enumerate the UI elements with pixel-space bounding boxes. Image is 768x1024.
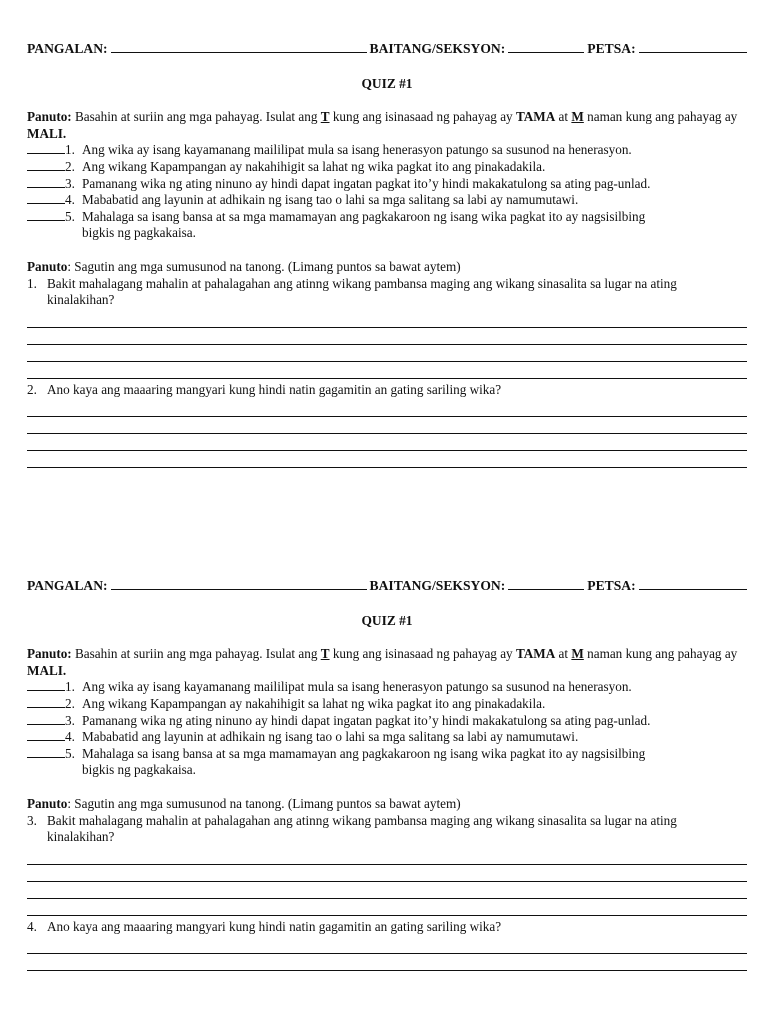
item-statement-continued: bigkis ng pagkakaisa. bbox=[82, 225, 196, 241]
answer-blank[interactable] bbox=[27, 192, 65, 204]
item-statement: Pamanang wika ng ating ninuno ay hindi dapat ingatan pagkat ito’y hindi makakatulong sa ating pag-unlad. bbox=[82, 175, 651, 191]
tama-word: TAMA bbox=[515, 109, 556, 125]
answer-line[interactable] bbox=[27, 328, 747, 345]
item-statement: Mababatid ang layunin at adhikain ng isang tao o lahi sa mga salitang sa labi ay namumutawi. bbox=[82, 192, 579, 208]
answer-line[interactable] bbox=[27, 434, 747, 451]
item-statement: Mababatid ang layunin at adhikain ng isang tao o lahi sa mga salitang sa labi ay namumutawi. bbox=[82, 729, 579, 745]
item-statement: Ang wika ay isang kayamanang maililipat mula sa isang henerasyon patungo sa susunod na henerasyon. bbox=[82, 142, 632, 158]
essay-question bbox=[27, 919, 747, 936]
true-false-item bbox=[27, 142, 747, 159]
date-label: PETSA: bbox=[587, 578, 636, 593]
question-text: Ano kaya ang maaaring mangyari kung hindi natin gagamitin an gating sariling wika? bbox=[47, 381, 502, 397]
answer-lines[interactable] bbox=[27, 311, 747, 379]
answer-line[interactable] bbox=[27, 345, 747, 362]
item-number: 1. bbox=[65, 142, 75, 158]
student-header bbox=[27, 578, 747, 595]
instructions-true-false bbox=[27, 646, 747, 679]
answer-lines[interactable] bbox=[27, 400, 747, 468]
item-number: 4. bbox=[65, 192, 75, 208]
instructions-label: Panuto bbox=[27, 795, 68, 811]
answer-line[interactable] bbox=[27, 937, 747, 954]
answer-blank[interactable] bbox=[27, 713, 65, 725]
essay-question bbox=[27, 382, 747, 399]
answer-line[interactable] bbox=[27, 848, 747, 865]
essay-question bbox=[27, 813, 747, 846]
grade-section-blank[interactable] bbox=[508, 41, 584, 53]
answer-line[interactable] bbox=[27, 882, 747, 899]
question-number: 2. bbox=[27, 381, 37, 397]
question-number: 1. bbox=[27, 275, 37, 291]
answer-lines[interactable] bbox=[27, 848, 747, 916]
instructions-text: Basahin at suriin ang mga pahayag. Isulat ang bbox=[71, 646, 321, 662]
grade-section-blank[interactable] bbox=[508, 578, 584, 590]
item-statement: Ang wikang Kapampangan ay nakahihigit sa lahat ng wika pagkat ito ang pinakadakila. bbox=[82, 158, 546, 174]
item-number: 2. bbox=[65, 695, 75, 711]
name-blank[interactable] bbox=[111, 578, 367, 590]
item-number: 4. bbox=[65, 729, 75, 745]
answer-line[interactable] bbox=[27, 400, 747, 417]
instructions-label: Panuto: bbox=[27, 109, 72, 125]
true-letter: T bbox=[320, 109, 330, 125]
answer-blank[interactable] bbox=[27, 696, 65, 708]
answer-blank[interactable] bbox=[27, 159, 65, 171]
instructions-text: kung ang isinasaad ng pahayag ay bbox=[329, 109, 516, 125]
instructions-text: : Sagutin ang mga sumusunod na tanong. (Limang puntos sa bawat aytem) bbox=[67, 795, 461, 811]
item-statement: Mahalaga sa isang bansa at sa mga mamamayan ang pagkakaroon ng isang wika pagkat ito ay nagsisilbing bbox=[82, 208, 646, 224]
quiz-title: QUIZ #1 bbox=[361, 612, 413, 628]
answer-line[interactable] bbox=[27, 451, 747, 468]
item-statement: Mahalaga sa isang bansa at sa mga mamamayan ang pagkakaroon ng isang wika pagkat ito ay nagsisilbing bbox=[82, 745, 646, 761]
grade-section-label: BAITANG/SEKSYON: bbox=[369, 41, 506, 56]
name-label: PANGALAN: bbox=[27, 578, 108, 593]
true-false-items bbox=[27, 679, 747, 779]
instructions-text: : Sagutin ang mga sumusunod na tanong. (Limang puntos sa bawat aytem) bbox=[67, 258, 461, 274]
question-text: Bakit mahalagang mahalin at pahalagahan ang atinng wikang pambansa maging ang wikang sinasalita sa lugar na ating kinalakihan? bbox=[47, 812, 677, 845]
true-false-item bbox=[27, 696, 747, 713]
name-blank[interactable] bbox=[111, 41, 367, 53]
instructions-text: at bbox=[555, 109, 572, 125]
answer-lines[interactable] bbox=[27, 937, 747, 971]
item-number: 1. bbox=[65, 679, 75, 695]
instructions-label: Panuto bbox=[27, 258, 68, 274]
true-false-item bbox=[27, 192, 747, 209]
item-number: 5. bbox=[65, 745, 75, 761]
instructions-text: Basahin at suriin ang mga pahayag. Isulat ang bbox=[71, 109, 321, 125]
name-label: PANGALAN: bbox=[27, 41, 108, 56]
grade-section-label: BAITANG/SEKSYON: bbox=[369, 578, 506, 593]
true-false-item bbox=[27, 679, 747, 696]
answer-line[interactable] bbox=[27, 311, 747, 328]
tama-word: TAMA bbox=[515, 646, 556, 662]
answer-line[interactable] bbox=[27, 899, 747, 916]
answer-line[interactable] bbox=[27, 362, 747, 379]
answer-line[interactable] bbox=[27, 865, 747, 882]
instructions-text: naman kung ang pahayag ay bbox=[583, 109, 738, 125]
true-false-item bbox=[27, 176, 747, 193]
item-statement-continued: bigkis ng pagkakaisa. bbox=[82, 762, 196, 778]
instructions-text: kung ang isinasaad ng pahayag ay bbox=[329, 646, 516, 662]
date-blank[interactable] bbox=[639, 41, 747, 53]
true-false-items bbox=[27, 142, 747, 242]
false-letter: M bbox=[571, 646, 584, 662]
item-number: 2. bbox=[65, 158, 75, 174]
instructions-true-false bbox=[27, 109, 747, 142]
date-blank[interactable] bbox=[639, 578, 747, 590]
true-false-item bbox=[27, 746, 747, 779]
answer-blank[interactable] bbox=[27, 142, 65, 154]
answer-blank[interactable] bbox=[27, 209, 65, 221]
question-number: 3. bbox=[27, 812, 37, 828]
false-letter: M bbox=[571, 109, 584, 125]
quiz-section-top bbox=[27, 41, 747, 468]
answer-blank[interactable] bbox=[27, 746, 65, 758]
question-text: Bakit mahalagang mahalin at pahalagahan ang atinng wikang pambansa maging ang wikang sinasalita sa lugar na ating kinalakihan? bbox=[47, 275, 677, 308]
student-header bbox=[27, 41, 747, 58]
item-statement: Ang wikang Kapampangan ay nakahihigit sa lahat ng wika pagkat ito ang pinakadakila. bbox=[82, 695, 546, 711]
quiz-section-bottom bbox=[27, 578, 747, 971]
true-false-item bbox=[27, 209, 747, 242]
item-number: 3. bbox=[65, 712, 75, 728]
true-letter: T bbox=[320, 646, 330, 662]
true-false-item bbox=[27, 713, 747, 730]
answer-blank[interactable] bbox=[27, 729, 65, 741]
answer-line[interactable] bbox=[27, 954, 747, 971]
item-statement: Ang wika ay isang kayamanang maililipat mula sa isang henerasyon patungo sa susunod na henerasyon. bbox=[82, 679, 632, 695]
instructions-essay bbox=[27, 259, 747, 276]
answer-blank[interactable] bbox=[27, 679, 65, 691]
true-false-item bbox=[27, 729, 747, 746]
mali-word: MALI. bbox=[27, 662, 67, 678]
item-number: 5. bbox=[65, 208, 75, 224]
answer-blank[interactable] bbox=[27, 176, 65, 188]
instructions-text: naman kung ang pahayag ay bbox=[583, 646, 738, 662]
item-number: 3. bbox=[65, 175, 75, 191]
true-false-item bbox=[27, 159, 747, 176]
question-text: Ano kaya ang maaaring mangyari kung hindi natin gagamitin an gating sariling wika? bbox=[47, 918, 502, 934]
quiz-title: QUIZ #1 bbox=[361, 75, 413, 91]
instructions-essay bbox=[27, 796, 747, 813]
answer-line[interactable] bbox=[27, 417, 747, 434]
item-statement: Pamanang wika ng ating ninuno ay hindi dapat ingatan pagkat ito’y hindi makakatulong sa ating pag-unlad. bbox=[82, 712, 651, 728]
mali-word: MALI. bbox=[27, 125, 67, 141]
essay-question bbox=[27, 276, 747, 309]
instructions-text: at bbox=[555, 646, 572, 662]
instructions-label: Panuto: bbox=[27, 646, 72, 662]
question-number: 4. bbox=[27, 918, 37, 934]
date-label: PETSA: bbox=[587, 41, 636, 56]
